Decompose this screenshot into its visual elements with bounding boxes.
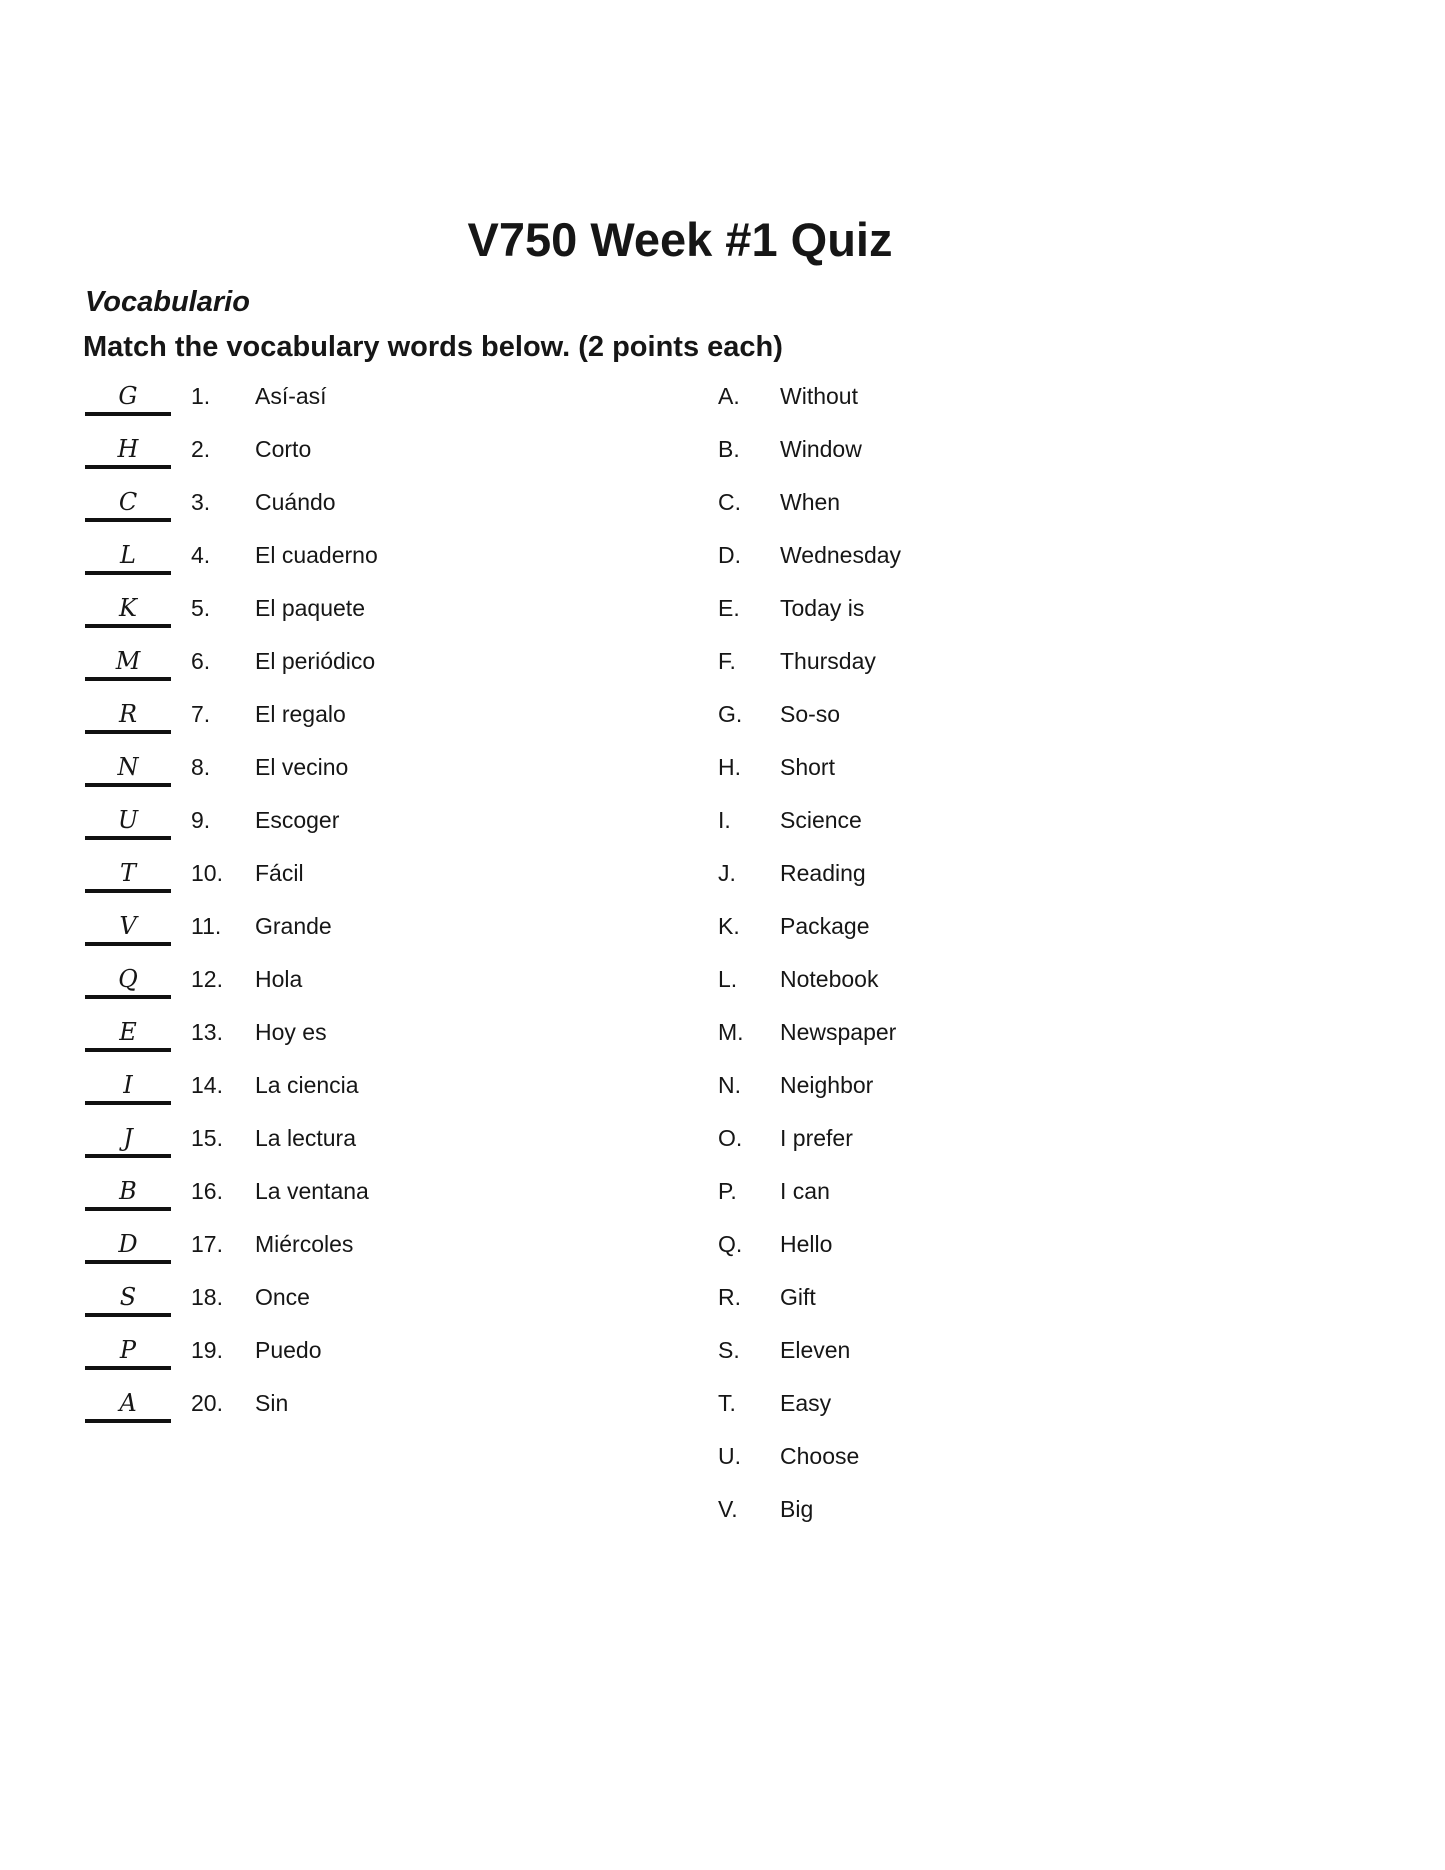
option-definition: Big (780, 1496, 814, 1522)
item-number: 11. (191, 913, 222, 939)
option-letter: G. (718, 701, 743, 727)
answer-letter: G (118, 382, 138, 410)
option-definition: Reading (780, 860, 866, 886)
item-number: 13. (191, 1019, 223, 1045)
item-number: 15. (191, 1125, 223, 1151)
option-definition: I can (780, 1178, 830, 1204)
option-letter: C. (718, 489, 741, 515)
option-letter: F. (718, 648, 736, 674)
option-definition: Window (780, 436, 862, 462)
option-letter: O. (718, 1125, 743, 1151)
option-row (0, 966, 1445, 1019)
item-number: 8. (191, 754, 211, 780)
option-row (0, 807, 1445, 860)
option-letter: K. (718, 913, 740, 939)
page-title: V750 Week #1 Quiz (467, 213, 893, 266)
answer-letter: J (123, 1124, 133, 1152)
item-word: La ventana (255, 1178, 369, 1204)
option-definition: Choose (780, 1443, 860, 1469)
option-row (0, 383, 1445, 436)
option-letter: I. (718, 807, 731, 833)
option-letter: U. (718, 1443, 741, 1469)
answer-letter: B (119, 1177, 137, 1205)
option-letter: P. (718, 1178, 737, 1204)
item-word: Escoger (255, 807, 340, 833)
item-word: Puedo (255, 1337, 322, 1363)
option-definition: Eleven (780, 1337, 851, 1363)
answer-letter: V (119, 912, 137, 940)
option-row (0, 701, 1445, 754)
answer-letter: D (118, 1230, 138, 1258)
option-letter: Q. (718, 1231, 743, 1257)
answer-letter: T (119, 859, 136, 887)
option-definition: Notebook (780, 966, 879, 992)
answer-letter: S (119, 1283, 137, 1311)
option-row (0, 754, 1445, 807)
item-number: 2. (191, 436, 211, 462)
item-number: 18. (191, 1284, 223, 1310)
option-row (0, 1125, 1445, 1178)
option-definition: Package (780, 913, 870, 939)
item-number: 14. (191, 1072, 223, 1098)
option-letter: E. (718, 595, 740, 621)
option-letter: B. (718, 436, 740, 462)
item-word: El regalo (255, 701, 346, 727)
answer-letter: C (118, 488, 138, 516)
option-row (0, 436, 1445, 489)
answer-letter: L (120, 541, 136, 569)
option-row (0, 489, 1445, 542)
option-definition: Easy (780, 1390, 832, 1416)
option-row (0, 1284, 1445, 1337)
option-definition: Without (780, 383, 858, 409)
item-word: Corto (255, 436, 312, 462)
option-row (0, 542, 1445, 595)
option-definition: Hello (780, 1231, 833, 1257)
option-definition: I prefer (780, 1125, 853, 1151)
option-letter: R. (718, 1284, 741, 1310)
option-letter: M. (718, 1019, 744, 1045)
answer-letter: P (119, 1336, 137, 1364)
option-definition: Newspaper (780, 1019, 897, 1045)
option-letter: T. (718, 1390, 736, 1416)
item-number: 5. (191, 595, 211, 621)
option-definition: Today is (780, 595, 865, 621)
option-letter: N. (718, 1072, 741, 1098)
option-letter: D. (718, 542, 741, 568)
item-word: El paquete (255, 595, 365, 621)
answer-letter: H (117, 435, 139, 463)
answer-letter: I (123, 1071, 133, 1099)
option-row (0, 1072, 1445, 1125)
option-letter: V. (718, 1496, 738, 1522)
item-word: Miércoles (255, 1231, 354, 1257)
answer-letter: Q (118, 965, 138, 993)
item-word: Hola (255, 966, 303, 992)
item-word: La ciencia (255, 1072, 359, 1098)
item-number: 4. (191, 542, 211, 568)
instruction-text: Match the vocabulary words below. (2 points each) (83, 331, 783, 363)
option-letter: L. (718, 966, 738, 992)
item-number: 6. (191, 648, 211, 674)
item-number: 19. (191, 1337, 223, 1363)
item-word: Hoy es (255, 1019, 327, 1045)
item-number: 16. (191, 1178, 223, 1204)
option-row (0, 1337, 1445, 1390)
option-row (0, 913, 1445, 966)
answer-letter: E (119, 1018, 137, 1046)
answer-letter: A (119, 1389, 137, 1417)
item-word: Cuándo (255, 489, 336, 515)
answer-letter: R (118, 700, 138, 728)
option-letter: J. (718, 860, 736, 886)
option-row (0, 1231, 1445, 1284)
option-row (0, 1019, 1445, 1072)
item-number: 12. (191, 966, 223, 992)
option-definition: Short (780, 754, 835, 780)
item-number: 10. (191, 860, 223, 886)
item-number: 17. (191, 1231, 223, 1257)
item-number: 1. (191, 383, 211, 409)
item-number: 9. (191, 807, 211, 833)
option-definition: Neighbor (780, 1072, 874, 1098)
option-row (0, 1178, 1445, 1231)
option-row (0, 1390, 1445, 1443)
item-number: 20. (191, 1390, 223, 1416)
item-word: El vecino (255, 754, 349, 780)
option-row (0, 860, 1445, 913)
item-word: El periódico (255, 648, 376, 674)
section-heading: Vocabulario (85, 286, 250, 318)
option-definition: Wednesday (780, 542, 902, 568)
item-number: 7. (191, 701, 211, 727)
answer-letter: U (117, 806, 139, 834)
option-definition: So-so (780, 701, 841, 727)
item-word: Sin (255, 1390, 289, 1416)
item-word: Grande (255, 913, 332, 939)
answer-letter: K (119, 594, 137, 622)
item-word: Así-así (255, 383, 327, 409)
option-definition: Thursday (780, 648, 876, 674)
option-row (0, 1443, 1445, 1496)
option-definition: Gift (780, 1284, 816, 1310)
answer-letter: N (117, 753, 139, 781)
item-number: 3. (191, 489, 211, 515)
item-word: El cuaderno (255, 542, 378, 568)
item-word: Once (255, 1284, 310, 1310)
option-definition: When (780, 489, 841, 515)
option-letter: S. (718, 1337, 740, 1363)
option-letter: A. (718, 383, 740, 409)
option-letter: H. (718, 754, 741, 780)
option-row (0, 648, 1445, 701)
item-word: La lectura (255, 1125, 357, 1151)
option-definition: Science (780, 807, 862, 833)
answer-letter: M (115, 647, 141, 675)
option-row (0, 1496, 1445, 1549)
item-word: Fácil (255, 860, 304, 886)
option-row (0, 595, 1445, 648)
